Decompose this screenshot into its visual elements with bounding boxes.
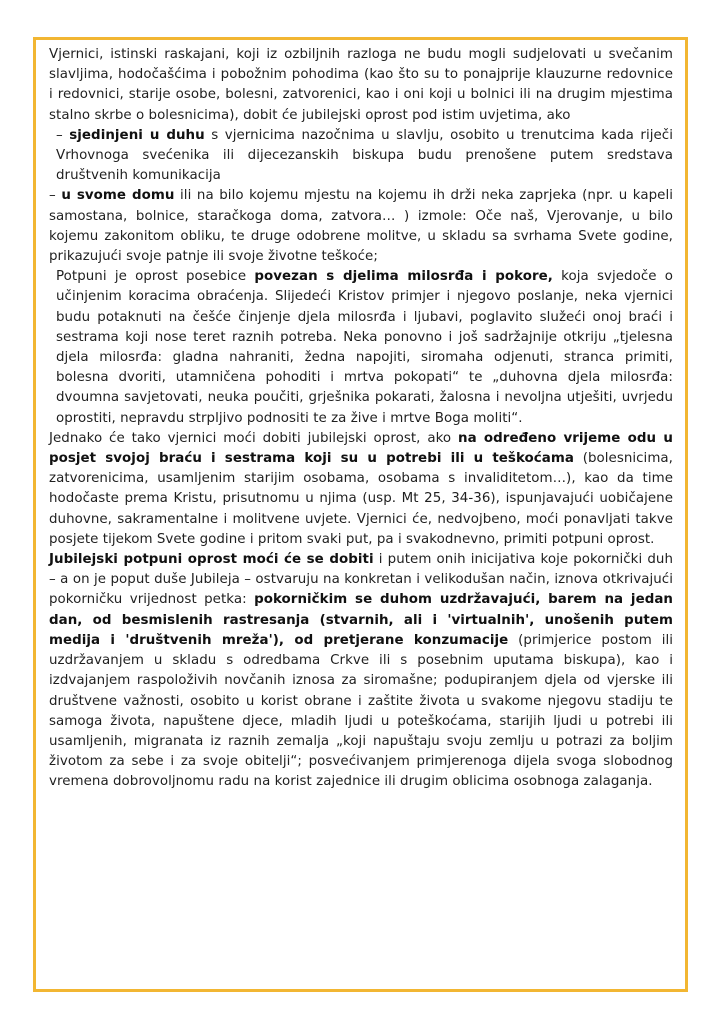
item-bold-phrase: u svome domu	[61, 188, 175, 204]
paragraph-text: koja svjedoče o učinjenim koracima obraćenja. Slijedeći Kristov primjer i njegovo poslanje, neka vjernici budu potaknuti na češće činjenje djela milosrđa i ljubavi, poglavito služeći onoj braći i sestrama koji nose teret raznih potreba. Neka ponovno i još sadržajnije otkriju „tjelesna djela milosrđa: gladna nahraniti, žedna napojiti, siromaha odjenuti, stranca primiti, bolesna dvoriti, utamničena pohoditi i mrtva pokopati“ te „duhovna djela milosrđa: dvoumna savjetovati, neuka poučiti, grješnika pokarati, žalosna i nevoljna utješiti, uvrjedu oprostiti, nepravdu strpljivo podnositi te za žive i mrtve Boga moliti“.	[56, 269, 673, 426]
item-dash: –	[56, 127, 70, 143]
intro-paragraph	[49, 45, 673, 126]
paragraph-text: Jednako će tako vjernici moći dobiti jubilejski oprost, ako	[49, 430, 458, 446]
paragraph-bold-phrase: pokorničkim se duhom uzdržavajući, barem na jedan dan, od besmislenih rastresanja (stvarnih, ali i 'virtualnih', unošenih putem medija i 'društvenih mreža'), od pretjerane konzumacije	[49, 592, 674, 648]
penance-paragraph	[49, 550, 673, 792]
paragraph-text: Potpuni je oprost posebice	[56, 269, 255, 285]
item-bold-phrase: sjedinjeni u duhu	[69, 127, 205, 143]
item-text: s vjernicima nazočnima u slavlju, osobito u trenutcima kada riječi Vrhovnoga svećenika ili dijecezanskih biskupa budu prenošene putem sredstava društvenih komunikacija	[56, 127, 673, 184]
item-dash: –	[49, 188, 62, 204]
paragraph-bold-phrase: na određeno vrijeme odu u posjet svojoj braću i sestrama koji su u potrebi ili u teškoćama	[49, 430, 673, 467]
item-text: ili na bilo kojemu mjestu na kojemu ih drži neka zaprjeka (npr. u kapeli samostana, bolnice, staračkoga doma, zatvora… ) izmole: Oče naš, Vjerovanje, u bilo kojemu zakonitom obliku, te druge odobrene molitve, u skladu sa svrhama Svete godine, prikazujući svoje patnje ili svoje životne teškoće;	[49, 188, 673, 265]
condition-item-spiritual-union	[49, 126, 673, 187]
paragraph-text: i putem onih inicijativa koje pokornički duh – a on je poput duše Jubileja – ostvaruju na konkretan i velikodušan način, iznova otkrivajući pokorničku vrijednost petka:	[49, 552, 673, 608]
paragraph-text: (primjerice postom ili uzdržavanjem u skladu s odredbama Crkve ili s posebnim uputama biskupa), kao i izdvajanjem raspoloživih novčanih iznosa za siromašne; podupiranjem djela od vjerske ili društvene važnosti, osobito u korist obrane i zaštite života u svakome njegovu stadiju te samoga života, napuštene djece, mladih ljudi u poteškoćama, starijih ljudi u potrebi ili usamljenih, migranata iz raznih zemalja „koji napuštaju svoju zemlju u potrazi za boljim životom za sebe i za svoje obitelji“; posvećivanjem primjerenoga dijela svoga slobodnog vremena dobrovoljnomu radu na korist zajednice ili drugim oblicima osobnoga zalaganja.	[49, 632, 674, 790]
paragraph-text: (bolesnicima, zatvorenicima, usamljenim starijim osobama, osobama s invaliditetom…), kao da time hodočaste prema Kristu, prisutnomu u njima (usp. Mt 25, 34-36), ispunjavajući uobičajene duhovne, sakramentalne i molitvene uvjete. Vjernici će, nedvojbeno, moći ponavljati takve posjete tijekom Svete godine i pritom svaki put, pa i svakodnevno, primiti potpuni oprost.	[49, 451, 673, 547]
intro-text: Vjernici, istinski raskajani, koji iz ozbiljnih razloga ne budu mogli sudjelovati u svečanim slavljima, hodočašćima i pobožnim pohodima (kao što su to ponajprije klauzurne redovnice i redovnici, starije osobe, bolesni, zatvorenici, kao i oni koji u bolnici ili na drugim mjestima stalno skrbe o bolesnicima), dobit će jubilejski oprost pod istim uvjetima, ako	[49, 47, 673, 123]
mercy-works-paragraph	[49, 267, 673, 429]
condition-item-at-home	[49, 186, 673, 267]
visits-paragraph	[49, 429, 673, 550]
document-body	[49, 45, 673, 793]
paragraph-bold-phrase: povezan s djelima milosrđa i pokore,	[254, 269, 553, 285]
paragraph-bold-phrase: Jubilejski potpuni oprost moći će se dobiti	[49, 552, 374, 568]
page-frame	[33, 37, 688, 992]
